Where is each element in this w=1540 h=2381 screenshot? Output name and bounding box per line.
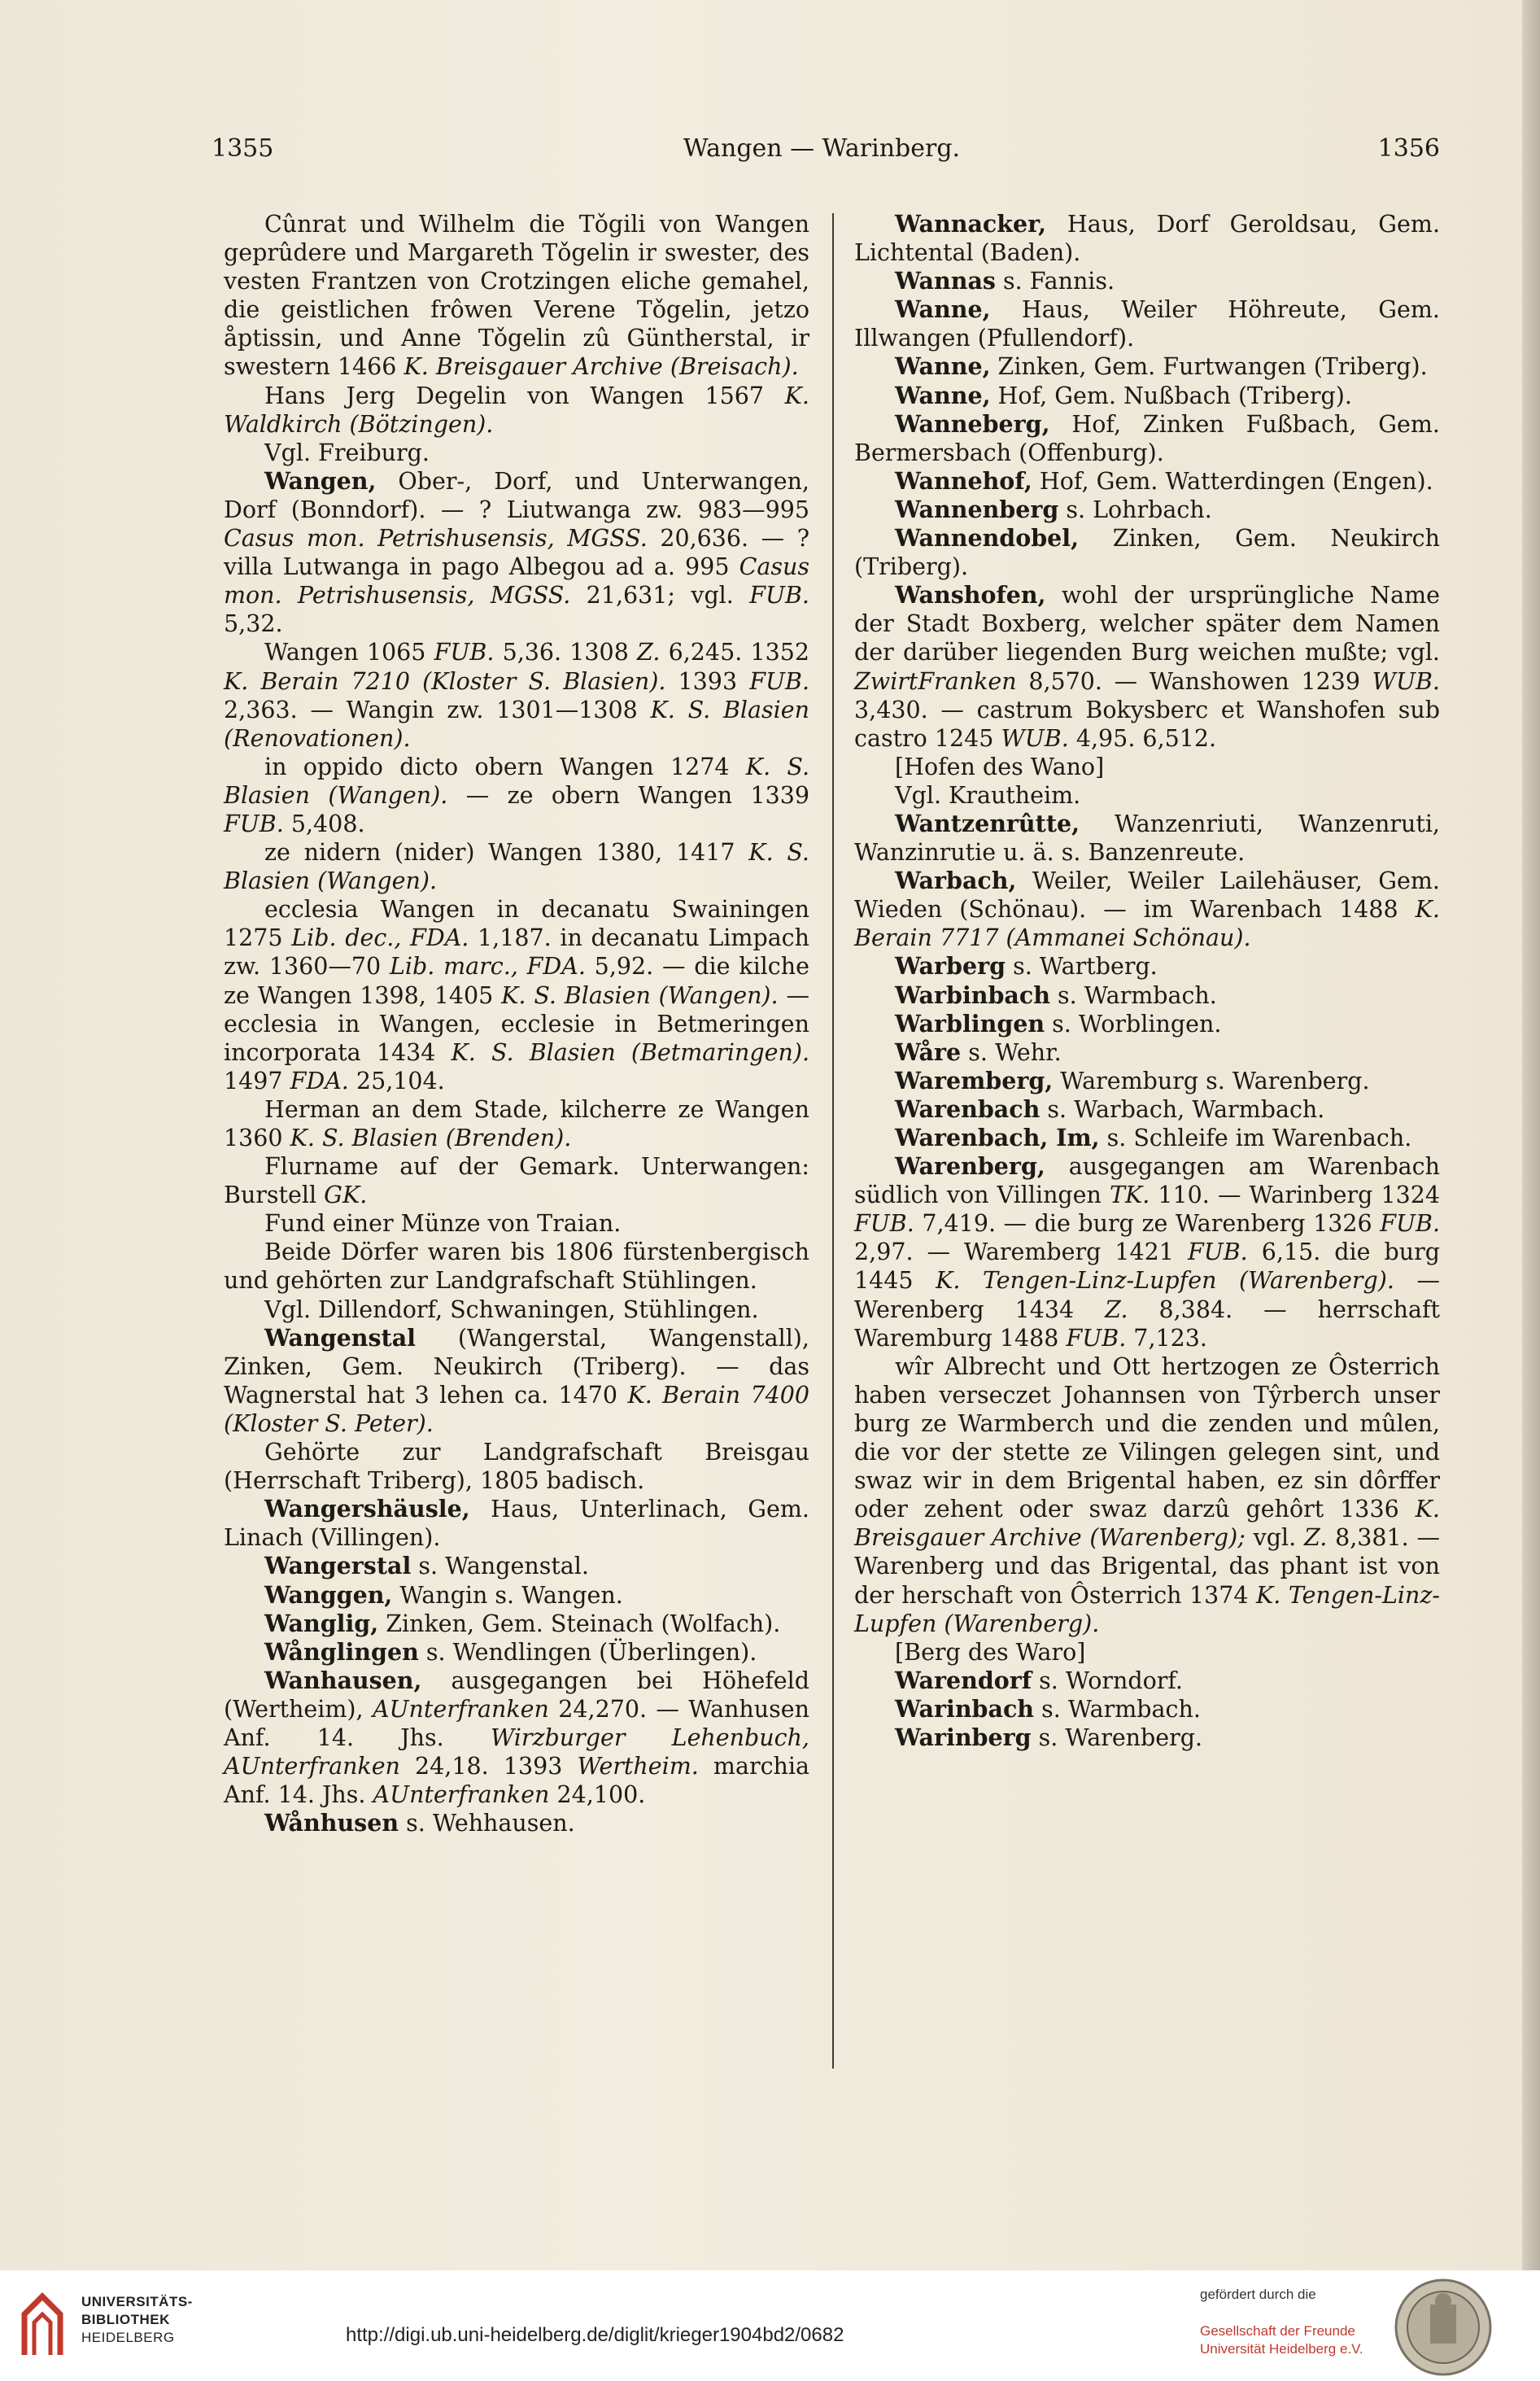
entry-text: Flurname auf der Gemark. Unterwangen: Burstell [224,1153,809,1209]
entry-paragraph [224,838,809,895]
entry-paragraph [854,781,1440,810]
headword: Wannendobel, [895,524,1080,553]
entry-text: s. Wangenstal. [411,1553,589,1580]
source-citation: K. Breisgauer Archive (Warenberg); [854,1496,1440,1552]
library-line-1: UNIVERSITÄTS- [81,2294,193,2309]
entry-paragraph [224,1667,809,1809]
headword: Wannacker, [895,210,1047,238]
entry-text: 6,245. 1352 [660,639,809,666]
page-number-left: 1355 [212,134,274,163]
headword: Wåre [895,1038,962,1066]
entry-paragraph [224,1152,809,1209]
entry-text: s. Wehhausen. [399,1810,575,1837]
source-citation: K. Berain 7717 (Ammanei Schönau). [854,896,1440,952]
library-line-2: BIBLIOTHEK [81,2312,170,2327]
entry-text: 24,18. 1393 [399,1753,578,1780]
entry-paragraph [854,1723,1440,1752]
source-citation: FUB. [434,639,495,666]
digitization-footer [0,2270,1540,2381]
entry-paragraph [854,1695,1440,1723]
entry-text: 5,92. — die kilche ze Wangen 1398, 1405 [224,953,809,1009]
entry-text: Hof, Zinken Fußbach, Gem. Bermersbach (Offenburg). [854,410,1440,466]
source-citation: K. S. Blasien (Betmaringen). [451,1038,809,1066]
entry-text: in oppido dicto obern Wangen 1274 [264,753,746,780]
entry-text: wîr Albrecht und Ott hertzogen ze Ôsterrich haben verseczet Johannsen von Tŷrberch unser burg ze Warmberch und die zenden und mûlen, die vor der stette ze Vilingen gelegen sint, und swaz wir in dem Brigental haben, ez sin dôrffer oder zehent oder swaz darzû gehôrt 1336 [854,1352,1440,1523]
university-library-logo-icon [18,2290,67,2361]
entry-paragraph [854,952,1440,981]
entry-paragraph [224,1295,809,1324]
entry-paragraph [854,810,1440,867]
entry-paragraph [854,1067,1440,1095]
headword: Wantzenrûtte, [895,809,1080,837]
entry-paragraph [854,1638,1440,1667]
entry-text: Beide Dörfer waren bis 1806 fürstenbergisch und gehörten zur Landgrafschaft Stühlingen. [224,1239,809,1295]
entry-paragraph [224,210,809,382]
entry-text: Herman an dem Stade, kilcherre ze Wangen 1360 [224,1095,809,1151]
entry-text: — ze obern Wangen 1339 [447,781,810,809]
source-citation: K. S. Blasien (Wangen). [224,753,810,809]
entry-paragraph [854,581,1440,753]
entry-text: — ecclesia in Wangen, ecclesie in Betmeringen incorporata 1434 [224,981,809,1066]
entry-paragraph [224,1324,809,1438]
headword: Warberg [895,952,1006,981]
entry-text: 4,95. 6,512. [1068,724,1217,752]
headword: Wånhusen [264,1809,399,1837]
university-library-name [81,2293,193,2347]
university-seal-icon [1393,2277,1494,2378]
source-citation: FUB. [749,667,809,695]
headword: Wanshofen, [895,581,1046,609]
entry-paragraph [854,467,1440,496]
headword: Wanne, [895,295,991,324]
entry-text: Wanzenriuti, Wanzenruti, Wanzinrutie u. ä. s. Banzenreute. [854,810,1440,867]
running-header [203,134,1440,175]
source-citation: K. Waldkirch (Bötzingen). [224,382,809,438]
source-citation: AUnterfranken [373,1781,550,1809]
entry-text: 5,36. 1308 [494,639,638,666]
source-citation: Z. [637,639,661,666]
entry-text: 1393 [665,667,750,695]
entry-text: 21,631; vgl. [570,582,750,609]
headword: Wanne, [895,381,991,409]
entry-paragraph [224,1581,809,1610]
source-citation: K. Tengen-Linz-Lupfen (Warenberg). [854,1581,1440,1637]
entry-paragraph [854,295,1440,352]
source-citation: K. Berain 7400 (Kloster S. Peter). [224,1381,809,1437]
entry-text: 2,363. — Wangin zw. 1301—1308 [224,696,651,723]
entry-text: 20,636. — ? villa Lutwanga in pago Albegou ad a. 995 [224,525,809,581]
entry-text: (Wangerstal, Wangenstall), Zinken, Gem. Neukirch (Triberg). — das Wagnerstal hat 3 lehen ca. 1470 [224,1324,809,1409]
source-citation: AUnterfranken [372,1695,549,1723]
headword: Warblingen [895,1009,1045,1038]
entry-text: 1497 [224,1067,290,1094]
headword: Wangerstal [264,1552,412,1580]
entry-text: Hans Jerg Degelin von Wangen 1567 [264,382,785,409]
entry-text: Haus, Weiler Höhreute, Gem. Illwangen (Pfullendorf). [854,296,1440,352]
entry-text: 1,187. in decanatu Limpach zw. 1360—70 [224,924,809,981]
headword: Wånglingen [264,1637,419,1666]
entry-paragraph [224,1495,809,1552]
source-citation: K. S. Blasien (Wangen). [224,839,809,895]
sponsor-line-1: Gesellschaft der Freunde [1200,2323,1355,2339]
entry-paragraph [854,267,1440,295]
entry-text: 2,97. — Waremberg 1421 [854,1239,1188,1266]
page-edge [1522,0,1540,2270]
headword: Warinberg [895,1723,1032,1751]
entry-text: Waremburg s. Warenberg. [1053,1067,1370,1094]
source-citation: Z. [1303,1524,1328,1552]
headword: Warenbach [895,1094,1040,1123]
entry-text: 6,15. die burg 1445 [854,1239,1441,1295]
entry-text: 24,270. — Wanhusen Anf. 14. Jhs. [224,1695,809,1751]
entry-text: vgl. [1245,1524,1304,1552]
entry-text: s. Wartberg. [1006,953,1158,981]
entry-paragraph [854,1352,1440,1638]
entry-paragraph [854,410,1440,467]
entry-paragraph [224,895,809,1095]
entry-text: s. Wendlingen (Überlingen). [418,1638,757,1666]
headword: Wanggen, [264,1580,393,1609]
headword: Warendorf [895,1666,1032,1694]
source-citation: FUB. [1380,1210,1440,1238]
running-title: Wangen — Warinberg. [683,134,961,163]
source-citation: WUB. [1001,724,1069,752]
source-citation: K. S. Blasien (Renovationen). [224,696,809,752]
entry-text: s. Warmbach. [1034,1695,1201,1723]
source-citation: K. S. Blasien (Wangen). [501,981,779,1009]
entry-paragraph [224,1209,809,1238]
permalink-url[interactable]: http://digi.ub.uni-heidelberg.de/diglit/krieger1904bd2/0682 [346,2324,844,2346]
headword: Warenbach, Im, [895,1124,1100,1151]
entry-text: Haus, Dorf Geroldsau, Gem. Lichtental (Baden). [854,211,1440,267]
entry-text: Vgl. Dillendorf, Schwaningen, Stühlingen. [264,1295,759,1323]
source-citation: Lib. marc., FDA. [389,953,586,981]
entry-text: s. Worblingen. [1045,1010,1222,1038]
entry-text: 24,100. [549,1781,646,1809]
source-citation: Casus mon. Petrishusensis, MGSS. [224,553,809,609]
source-citation: Casus mon. Petrishusensis, MGSS. [224,525,648,553]
library-line-3: HEIDELBERG [81,2330,175,2345]
entry-paragraph [854,524,1440,581]
entry-text: 8,384. — herrschaft Waremburg 1488 [854,1295,1440,1352]
sponsor-label: gefördert durch die [1200,2287,1316,2302]
entry-text: 8,381. — Warenberg und das Brigental, das phant ist von der herschaft von Ôsterrich 1374 [854,1524,1440,1609]
entry-text: ausgegangen bei Höhefeld (Wertheim), [224,1667,809,1723]
source-citation: FUB. [224,810,284,837]
source-citation: GK. [324,1182,368,1209]
entry-text: — Werenberg 1434 [854,1267,1440,1323]
entry-paragraph [854,1124,1440,1152]
entry-paragraph [854,1010,1440,1038]
entry-paragraph [224,1095,809,1152]
entry-text: 7,419. — die burg ze Warenberg 1326 [914,1210,1381,1238]
headword: Wanglig, [264,1609,379,1637]
entry-text: s. Warmbach. [1049,981,1217,1009]
right-column [854,210,1440,1752]
entry-text: s. Fannis. [995,268,1115,295]
headword: Warinbach [895,1694,1035,1723]
entry-text: [Berg des Waro] [895,1638,1086,1666]
entry-paragraph [854,867,1440,952]
entry-text: Hof, Gem. Nußbach (Triberg). [990,382,1352,409]
source-citation: Lib. dec., FDA. [291,924,469,952]
headword: Wannenberg [895,495,1059,523]
entry-text: 25,104. [348,1067,445,1094]
entry-text: s. Worndorf. [1032,1667,1183,1694]
entry-text: s. Warenberg. [1031,1723,1203,1751]
entry-text: Zinken, Gem. Steinach (Wolfach). [378,1610,781,1637]
headword: Warbinbach [895,981,1050,1009]
headword: Wanhausen, [264,1666,422,1694]
entry-paragraph [224,439,809,467]
source-citation: K. Tengen-Linz-Lupfen (Warenberg). [936,1267,1394,1295]
source-citation: K. Breisgauer Archive (Breisach). [404,353,799,381]
entry-text: ze nidern (nider) Wangen 1380, 1417 [264,839,749,867]
sponsor-name [1200,2322,1363,2358]
headword: Waremberg, [895,1066,1054,1094]
entry-text: 5,32. [224,610,283,638]
entry-paragraph [224,1809,809,1837]
entry-text: 110. — Warinberg 1324 [1150,1182,1440,1209]
source-citation: FUB. [854,1210,914,1238]
entry-paragraph [224,753,809,838]
entry-text: Gehörte zur Landgrafschaft Breisgau (Herrschaft Triberg), 1805 badisch. [224,1439,809,1495]
source-citation: TK. [1109,1182,1150,1209]
page-number-right: 1356 [1377,134,1440,163]
entry-text: Zinken, Gem. Neukirch (Triberg). [854,525,1440,581]
entry-paragraph [224,1610,809,1638]
entry-text: s. Lohrbach. [1058,496,1212,523]
entry-text: Haus, Unterlinach, Gem. Linach (Villingen). [224,1496,809,1552]
headword: Wannas [895,267,996,295]
headword: Wanneberg, [895,409,1050,438]
source-citation: Wirzburger Lehenbuch, AUnterfranken [224,1723,809,1780]
source-citation: Z. [1105,1295,1128,1323]
entry-text: marchia Anf. 14. Jhs. [224,1753,809,1809]
entry-text: s. Wehr. [961,1038,1062,1066]
entry-paragraph [854,1152,1440,1352]
entry-paragraph [224,1238,809,1295]
entry-paragraph [854,1667,1440,1695]
entry-text: s. Warbach, Warmbach. [1040,1095,1325,1123]
entry-text: ausgegangen am Warenbach südlich von Villingen [854,1153,1440,1209]
entry-paragraph [224,638,809,752]
entry-paragraph [224,467,809,639]
entry-text: Ober-, Dorf, und Unterwangen, Dorf (Bonndorf). — ? Liutwanga zw. 983—995 [224,467,809,523]
headword: Warenberg, [895,1152,1045,1181]
entry-paragraph [854,1038,1440,1067]
source-citation: Wertheim. [577,1753,699,1780]
entry-text: Cûnrat und Wilhelm die Tǒgili von Wangen geprûdere und Margareth Tǒgelin ir swester, des vesten Frantzen von Crotzingen eliche gemahel, die geistlichen frôwen Verene Tǒgelin, jetzo åptissin, und Anne Tǒgelin zû Güntherstal, ir swestern 1466 [224,211,809,381]
source-citation: FUB. [1187,1239,1248,1266]
source-citation: WUB. [1372,667,1440,695]
entry-text: Weiler, Weiler Lailehäuser, Gem. Wieden (Schönau). — im Warenbach 1488 [854,867,1440,924]
entry-text: Vgl. Freiburg. [264,439,430,466]
entry-paragraph [224,1438,809,1495]
headword: Warbach, [895,867,1017,895]
entry-paragraph [854,981,1440,1010]
entry-paragraph [224,382,809,439]
entry-paragraph [224,1638,809,1667]
entry-text: 5,408. [283,810,365,837]
entry-paragraph [854,753,1440,781]
entry-paragraph [854,496,1440,524]
entry-text: Wangin s. Wangen. [392,1581,623,1609]
entry-text: wohl der ursprüngliche Name der Stadt Boxberg, welcher später dem Namen der darüber liegenden Burg weichen mußte; vgl. [854,582,1440,666]
entry-text: Vgl. Krautheim. [895,781,1081,809]
entry-text: Fund einer Münze von Traian. [264,1210,622,1238]
headword: Wannehof, [895,466,1032,495]
entry-text: 8,570. — Wanshowen 1239 [1016,667,1372,695]
left-column [224,210,809,1837]
headword: Wangen, [264,466,377,495]
source-citation: FDA. [290,1067,349,1094]
entry-text: ecclesia Wangen in decanatu Swainingen 1275 [224,896,809,952]
entry-text: Zinken, Gem. Furtwangen (Triberg). [990,353,1428,381]
source-citation: FUB. [749,582,809,609]
source-citation: K. Berain 7210 (Kloster S. Blasien). [224,667,666,695]
headword: Wangershäusle, [264,1495,470,1523]
entry-text: 3,430. — castrum Bokysberc et Wanshofen sub castro 1245 [854,696,1440,752]
source-citation: ZwirtFranken [854,667,1017,695]
entry-text: [Hofen des Wano] [895,753,1105,780]
entry-text: s. Schleife im Warenbach. [1099,1125,1412,1151]
source-citation: FUB. [1066,1324,1127,1352]
entry-text: Wangen 1065 [264,639,434,666]
headword: Wangenstal [264,1323,417,1352]
entry-paragraph [854,1095,1440,1124]
headword: Wanne, [895,352,991,381]
entry-paragraph [854,352,1440,381]
column-divider [832,213,834,2069]
sponsor-line-2: Universität Heidelberg e.V. [1200,2341,1363,2357]
entry-paragraph [854,382,1440,410]
entry-paragraph [854,210,1440,267]
entry-text: Hof, Gem. Watterdingen (Engen). [1032,467,1433,495]
source-citation: K. S. Blasien (Brenden). [290,1125,572,1151]
entry-paragraph [224,1552,809,1580]
entry-text: 7,123. [1126,1324,1207,1352]
